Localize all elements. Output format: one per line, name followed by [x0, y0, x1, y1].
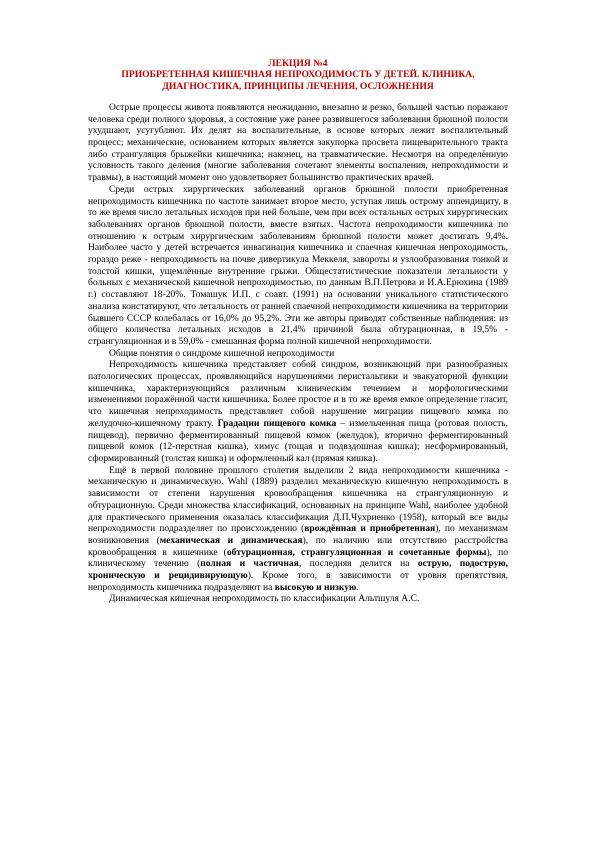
paragraph-text: . — [356, 581, 359, 593]
paragraph-text: ), по наличию или отсутствию расстройства кровообращения в кишечнике ( — [88, 534, 508, 558]
paragraph-text: ), по механизмам возникновения ( — [88, 523, 508, 546]
title-line-1: ЛЕКЦИЯ №4 — [268, 58, 328, 69]
title-line-3: ДИАГНОСТИКА, ПРИНЦИПЫ ЛЕЧЕНИЯ, ОСЛОЖНЕНИЯ — [162, 80, 434, 92]
bold-term: острую, подострую, хроническую и рецидивирующую — [88, 558, 508, 582]
paragraph-definition — [88, 359, 508, 464]
paragraph-text: ), по клиническому течению ( — [88, 546, 508, 570]
section-heading — [88, 348, 508, 360]
bold-term: механическая и динамическая — [159, 534, 303, 546]
paragraph-text: Динамическая кишечная непроходимость по классификации Альтшуля А.С. — [109, 593, 420, 605]
bold-term: высокую и низкую — [274, 581, 357, 593]
section-heading-text: Общие понятия о синдроме кишечной непроходимости — [109, 347, 335, 359]
title-line-2: ПРИОБРЕТЕННАЯ КИШЕЧНАЯ НЕПРОХОДИМОСТЬ У ДЕТЕЙ. КЛИНИКА, — [121, 69, 475, 81]
paragraph-text: – измельченная пища (ротовая полость, пищевод), первично ферментированный пищевой комок (желудок), вторично ферментированный пищевой комок (12-перстная кишка), химус (тощая и подвздошная кишка); несформированный, сформированный (толстая кишка) и оформленный кал (прямая кишка). — [88, 417, 508, 464]
bold-term: Градации пищевого комка — [217, 417, 337, 429]
paragraph-statistics — [88, 184, 508, 348]
bold-term: полная и частичная — [200, 558, 299, 570]
paragraph-classification — [88, 465, 508, 594]
paragraph-dynamic — [88, 593, 508, 605]
bold-term: врождённая и приобретенная — [304, 523, 436, 535]
paragraph-text: Острые процессы живота появляются неожиданно, внезапно и резко, большей частью поражают человека среди полного здоровья, а состояние уже ранее развившегося заболевания брюшной полости ухудшают, усугубляют. Их делят на воспалительные, в основе которых лежит воспалительный процесс; механические, основанием которых является закупорка просвета пищеварительного тракта либо странгуляция брыжейки кишечника; наконец, на травматические. Несмотря на определённую условность такого деления (многие заболевания сочетают элементы воспаления, непроходимости и травмы), в настоящий момент оно удовлетворяет большинство практических врачей. — [88, 101, 508, 184]
paragraph-text: , последняя делится на — [298, 558, 418, 570]
paragraph-text: Непроходимость кишечника представляет собой синдром, возникающий при разнообразных патологических процессах, проявляющийся нарушениями перистальтики и эвакуаторной функции кишечника, характеризующийся различным клиническим течением и морфологическими изменениями поражённой части кишечника. Более простое и в то же время емкое определение гласит, что кишечная непроходимость представляет собой нарушение миграции пищевого комка по желудочно-кишечному тракту. — [88, 359, 508, 429]
paragraph-text: Среди острых хирургических заболеваний органов брюшной полости приобретенная непроходимость кишечника по частоте занимает второе место, уступая лишь острому аппендициту, в то же время число летальных исходов при ней больше, чем при всех остальных острых хирургических заболеваниях органов брюшной полости, вместе взятых. Частота непроходимости кишечника по отношению к острым хирургическим заболеваниям брюшной полости может достигать 9,4%. Наиболее часто у детей встречается инвагинация кишечника и спаечная кишечная непроходимость, гораздо реже - непроходимость на почве дивертикула Меккеля, завороты и узлообразования тонкой и толстой кишки, ущемлённые внутренние грыжи. Общестатистические показатели летальности у больных с механической кишечной непроходимостью, по данным В.П.Петрова и И.А.Ерюхина (1989 г.) составляют 18-20%. Томашук И.П. с соавт. (1991) на основании уникального статистического анализа констатируют, что летальность от ранней спаечной непроходимости кишечника на территории бывшего СССР колебалась от 16,0% до 95,2%. Эти же авторы приводят собственные наблюдения: из общего количества летальных исходов в 21,4% причиной была обтурационная, в 19,5% - странгуляционная и в 59,0% - смешанная форма полной кишечной непроходимости. — [88, 183, 508, 347]
bold-term: обтурационная, странгуляционная и сочетанные формы — [226, 546, 487, 558]
paragraph-intro — [88, 102, 508, 184]
document-body — [88, 102, 508, 605]
paragraph-text: Ещё в первой половине прошлого столетия выделили 2 вида непроходимости кишечника - механическую и динамическую. Wahl (1889) разделил механическую кишечную непроходимость в зависимости от степени нарушения кровообращения кишечника на странгуляционную и обтурационную. Среди множества классификаций, основанных на принципе Wahl, наиболее удобной для практического применения оказалась классификация Д.П.Чухриенко (1958), который все виды непроходимости подразделяет по происхождению ( — [88, 464, 508, 535]
paragraph-text: ). Кроме того, в зависимости от уровня препятствия, непроходимость кишечника подразделяют на — [88, 570, 508, 593]
lecture-title — [88, 58, 508, 92]
